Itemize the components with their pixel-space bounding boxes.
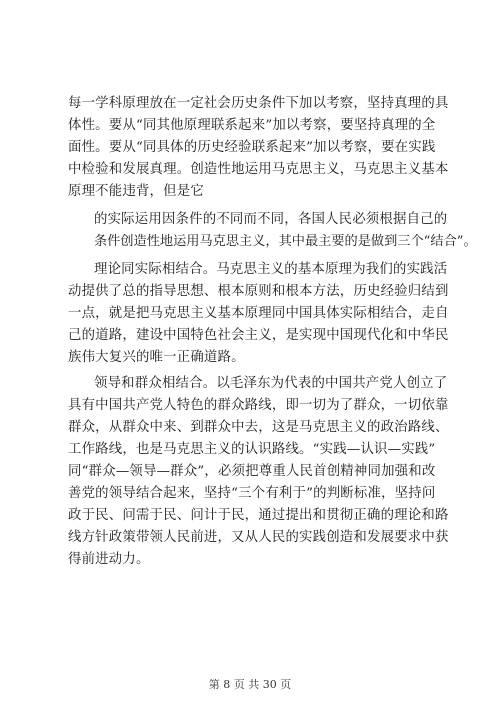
- text-line: 政于民、问需于民、问计于民，通过提出和贯彻正确的理论和路: [68, 508, 449, 523]
- text-line: 具有中国共产党人特色的群众路线，即一切为了群众，一切依靠: [68, 398, 449, 413]
- text-line: 原理不能违背，但是它: [68, 184, 204, 199]
- text-line: 群众，从群众中来、到群众中去，这是马克思主义的政治路线、: [68, 420, 449, 435]
- page-footer: [0, 676, 500, 692]
- paragraph-1: [68, 93, 449, 203]
- text-line: 同“群众—领导—群众”，必须把尊重人民首创精神同加强和改: [68, 464, 436, 479]
- text-line: 己的道路，建设中国特色社会主义，是实现中国现代化和中华民: [68, 328, 449, 343]
- paragraph-3: [68, 259, 449, 369]
- text-line: 理论同实际相结合。马克思主义的基本原理为我们的实践活: [94, 262, 448, 277]
- text-line: 工作路线，也是马克思主义的认识路线。“实践—认识—实践”: [68, 442, 436, 457]
- paragraph-2: [68, 209, 477, 253]
- text-line: 中检验和发展真理。创造性地运用马克思主义，马克思主义基本: [68, 162, 449, 177]
- paragraph-4: [68, 373, 449, 571]
- text-line: 面性。要从“同具体的历史经验联系起来”加以考察，要在实践: [68, 140, 436, 155]
- text-line: 得前进动力。: [68, 552, 150, 567]
- text-line: 的实际运用因条件的不同而不同，各国人民必须根据自己的: [94, 212, 448, 227]
- text-line: 善党的领导结合起来，坚持“三个有利于”的判断标准，坚持问: [68, 486, 436, 501]
- text-line: 条件创造性地运用马克思主义，其中最主要的是做到三个“结合”。: [94, 234, 477, 249]
- text-line: 一点，就是把马克思主义基本原理同中国具体实际相结合，走自: [68, 306, 449, 321]
- text-line: 领导和群众相结合。以毛泽东为代表的中国共产党人创立了: [94, 376, 448, 391]
- page-number-label: 第 8 页 共 30 页: [208, 678, 292, 691]
- document-body: [68, 93, 477, 571]
- text-line: 体性。要从“同其他原理联系起来”加以考察，要坚持真理的全: [68, 118, 436, 133]
- text-line: 线方针政策带领人民前进，又从人民的实践创造和发展要求中获: [68, 530, 449, 545]
- text-line: 每一学科原理放在一定社会历史条件下加以考察，坚持真理的具: [68, 96, 449, 111]
- text-line: 族伟大复兴的唯一正确道路。: [68, 350, 245, 365]
- text-line: 动提供了总的指导思想、根本原则和根本方法，历史经验归结到: [68, 284, 449, 299]
